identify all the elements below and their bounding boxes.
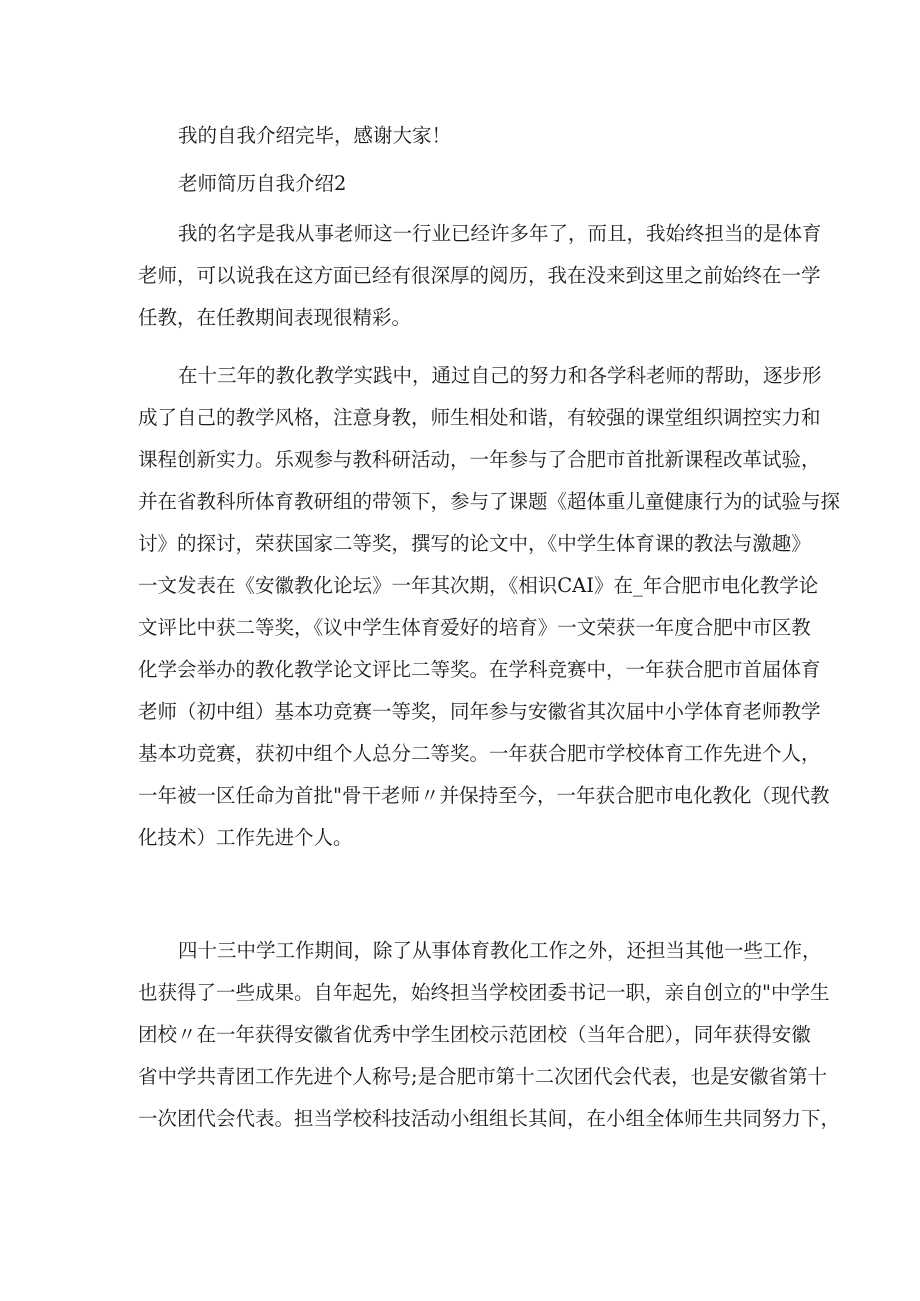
section-title [138, 163, 798, 205]
paragraph-line: 老师，可以说我在这方面已经有很深厚的阅历，我在没来到这里之前始终在一学 [138, 264, 821, 287]
paragraph-line: 也获得了一些成果。自年起先，始终担当学校团委书记一职，亲自创立的"中学生 [138, 981, 830, 1004]
paragraph-line: 课程创新实力。乐观参与教科研活动，一年参与了合肥市首批新课程改革试验， [138, 448, 821, 471]
paragraph-line: 化学会举办的教化教学论文评比二等奖。在学科竞赛中，一年获合肥市首届体育 [138, 658, 821, 681]
paragraph-3 [138, 930, 841, 1140]
paragraph-line: 团校〃在一年获得安徽省优秀中学生团校示范团校（当年合肥），同年获得安徽 [138, 1023, 811, 1046]
paragraph-line: 任教，在任教期间表现很精彩。 [138, 306, 412, 329]
paragraph-2 [138, 355, 841, 859]
paragraph-line: 省中学共青团工作先进个人称号;是合肥市第十二次团代会代表，也是安徽省第十 [138, 1065, 828, 1088]
paragraph-line: 成了自己的教学风格，注意身教，师生相处和谐，有较强的课堂组织调控实力和 [138, 406, 821, 429]
paragraph-line: 一年被一区任命为首批"骨干老师〃并保持至今，一年获合肥市电化教化（现代教 [138, 784, 830, 807]
section-title-text: 老师简历自我介绍2 [178, 172, 347, 195]
paragraph-line: 一文发表在《安徽教化论坛》一年其次期，《相识CAI》在_年合肥市电化教学论 [138, 574, 819, 597]
paragraph-line: 化技术）工作先进个人。 [138, 826, 353, 849]
paragraph-line: 四十三中学工作期间，除了从事体育教化工作之外，还担当其他一些工作， [178, 939, 822, 962]
closing-line-text: 我的自我介绍完毕，感谢大家！ [178, 124, 452, 147]
paragraph-line: 文评比中获二等奖，《议中学生体育爱好的培育》一文荣获一年度合肥中市区教 [138, 616, 811, 639]
paragraph-line: 在十三年的教化教学实践中，通过自己的努力和各学科老师的帮助，逐步形 [178, 364, 822, 387]
paragraph-line: 我的名字是我从事老师这一行业已经许多年了，而且，我始终担当的是体育 [178, 222, 822, 245]
paragraph-1 [138, 213, 822, 339]
paragraph-line: 讨》的探讨，荣获国家二等奖，撰写的论文中，《中学生体育课的教法与激趣》 [138, 532, 811, 555]
paragraph-line: 老师（初中组）基本功竞赛一等奖，同年参与安徽省其次届中小学体育老师教学 [138, 700, 821, 723]
paragraph-line: 基本功竞赛，获初中组个人总分二等奖。一年获合肥市学校体育工作先进个人， [138, 742, 821, 765]
paragraph-line: 并在省教科所体育教研组的带领下，参与了课题《超体重儿童健康行为的试验与探 [138, 490, 841, 513]
closing-line [138, 115, 798, 157]
paragraph-line: 一次团代会代表。担当学校科技活动小组组长其间，在小组全体师生共同努力下， [138, 1107, 841, 1130]
